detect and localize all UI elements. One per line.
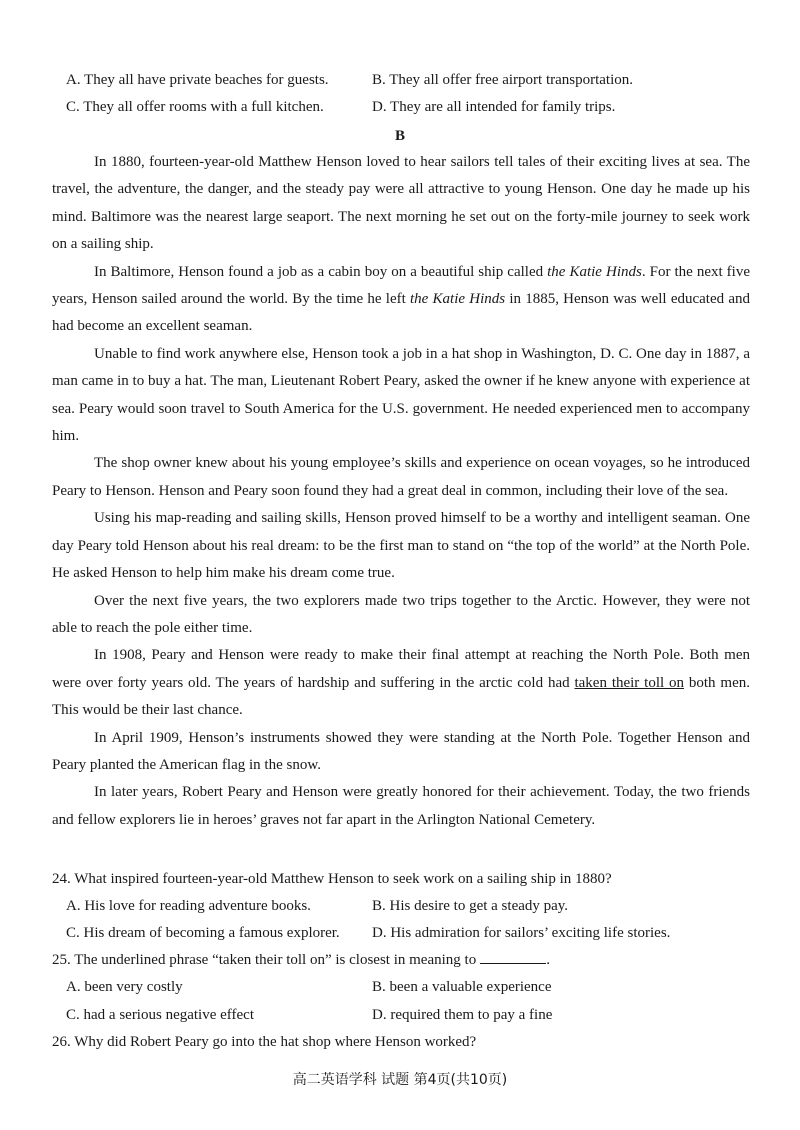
paragraph-text: In 1908, Peary and Henson were ready to make their final attempt at reaching the North Pole. Both men were over forty years old. The years of hardship and suffering in the arctic cold had [52, 647, 750, 691]
passage-paragraph-5: Using his map-reading and sailing skills, Henson proved himself to be a worthy and intelligent seaman. One day Peary told Henson about his real dream: to be the first man to stand on “the top of the world” at the North Pole. He asked Henson to help him make his dream come true. [52, 510, 750, 582]
option-b: B. been a valuable experience [372, 979, 552, 995]
question-24-stem: 24. What inspired fourteen-year-old Matthew Henson to seek work on a sailing ship in 1880? [52, 871, 612, 887]
passage-paragraph-1: In 1880, fourteen-year-old Matthew Henson loved to hear sailors tell tales of their exciting lives at sea. The travel, the adventure, the danger, and the steady pay were all attractive to young Henson. One day he made up his mind. Baltimore was the nearest large seaport. The next morning he set out on the forty-mile journey to seek work on a sailing ship. [52, 154, 750, 253]
option-d: D. They are all intended for family trips. [372, 99, 616, 115]
section-label: B [394, 128, 405, 144]
question-26-stem: 26. Why did Robert Peary go into the hat shop where Henson worked? [52, 1034, 477, 1050]
prev-question-options-row-2 [66, 95, 766, 119]
answer-blank [480, 949, 546, 964]
option-c: C. had a serious negative effect [66, 1007, 254, 1023]
question-24-options-row-2 [66, 921, 766, 945]
passage-paragraph-7 [52, 642, 750, 724]
reading-passage [52, 149, 750, 834]
option-d: D. His admiration for sailors’ exciting life stories. [372, 925, 671, 941]
option-a: A. They all have private beaches for guests. [66, 72, 329, 88]
paragraph-text: in 1885, Henson was well educated and had become an excellent seaman. [52, 291, 751, 335]
ship-name: the Katie Hinds [410, 291, 506, 308]
option-a: A. His love for reading adventure books. [66, 898, 311, 914]
paragraph-text: In Baltimore, Henson found a job as a cabin boy on a beautiful ship called [94, 263, 548, 280]
option-c: C. They all offer rooms with a full kitchen. [66, 99, 324, 115]
question-25-stem [52, 948, 772, 972]
passage-paragraph-4: The shop owner knew about his young employee’s skills and experience on ocean voyages, so he introduced Peary to Henson. Henson and Peary soon found they had a great deal in common, including their love of the sea. [52, 455, 750, 499]
passage-paragraph-2 [52, 259, 750, 341]
passage-paragraph-9: In later years, Robert Peary and Henson were greatly honored for their achievement. Today, the two friends and fellow explorers lie in heroes’ graves not far apart in the Arlington National Cemetery. [52, 784, 750, 828]
question-25-options-row-2 [66, 1003, 766, 1027]
passage-paragraph-8: In April 1909, Henson’s instruments showed they were standing at the North Pole. Together Henson and Peary planted the American flag in the snow. [52, 729, 750, 773]
question-24-options-row-1 [66, 894, 766, 918]
option-c: C. His dream of becoming a famous explorer. [66, 925, 340, 941]
page-footer: 高二英语学科 试题 第4页(共10页) [292, 1072, 508, 1088]
ship-name: the Katie Hinds [547, 263, 642, 280]
paragraph-text: both men. This would be their last chance. [52, 674, 750, 719]
passage-paragraph-3: Unable to find work anywhere else, Henson took a job in a hat shop in Washington, D. C. One day in 1887, a man came in to buy a hat. The man, Lieutenant Robert Peary, asked the owner if he knew anyone with experience at sea. Peary would soon travel to South America for the U.S. government. He needed experienced men to accompany him. [52, 345, 750, 445]
option-b: B. They all offer free airport transportation. [372, 72, 634, 88]
prev-question-options-row-1 [66, 68, 766, 92]
underlined-phrase: taken their toll on [574, 674, 685, 691]
option-a: A. been very costly [66, 979, 183, 995]
question-text: 25. The underlined phrase “taken their toll on” is closest in meaning to [52, 952, 477, 968]
question-text-end: . [546, 952, 550, 968]
paragraph-text: . For the next five years, Henson sailed around the world. By the time he left [52, 263, 750, 308]
option-d: D. required them to pay a fine [372, 1007, 553, 1023]
option-b: B. His desire to get a steady pay. [372, 898, 569, 914]
question-25-options-row-1 [66, 975, 766, 999]
passage-paragraph-6: Over the next five years, the two explorers made two trips together to the Arctic. However, they were not able to reach the pole either time. [52, 592, 750, 636]
